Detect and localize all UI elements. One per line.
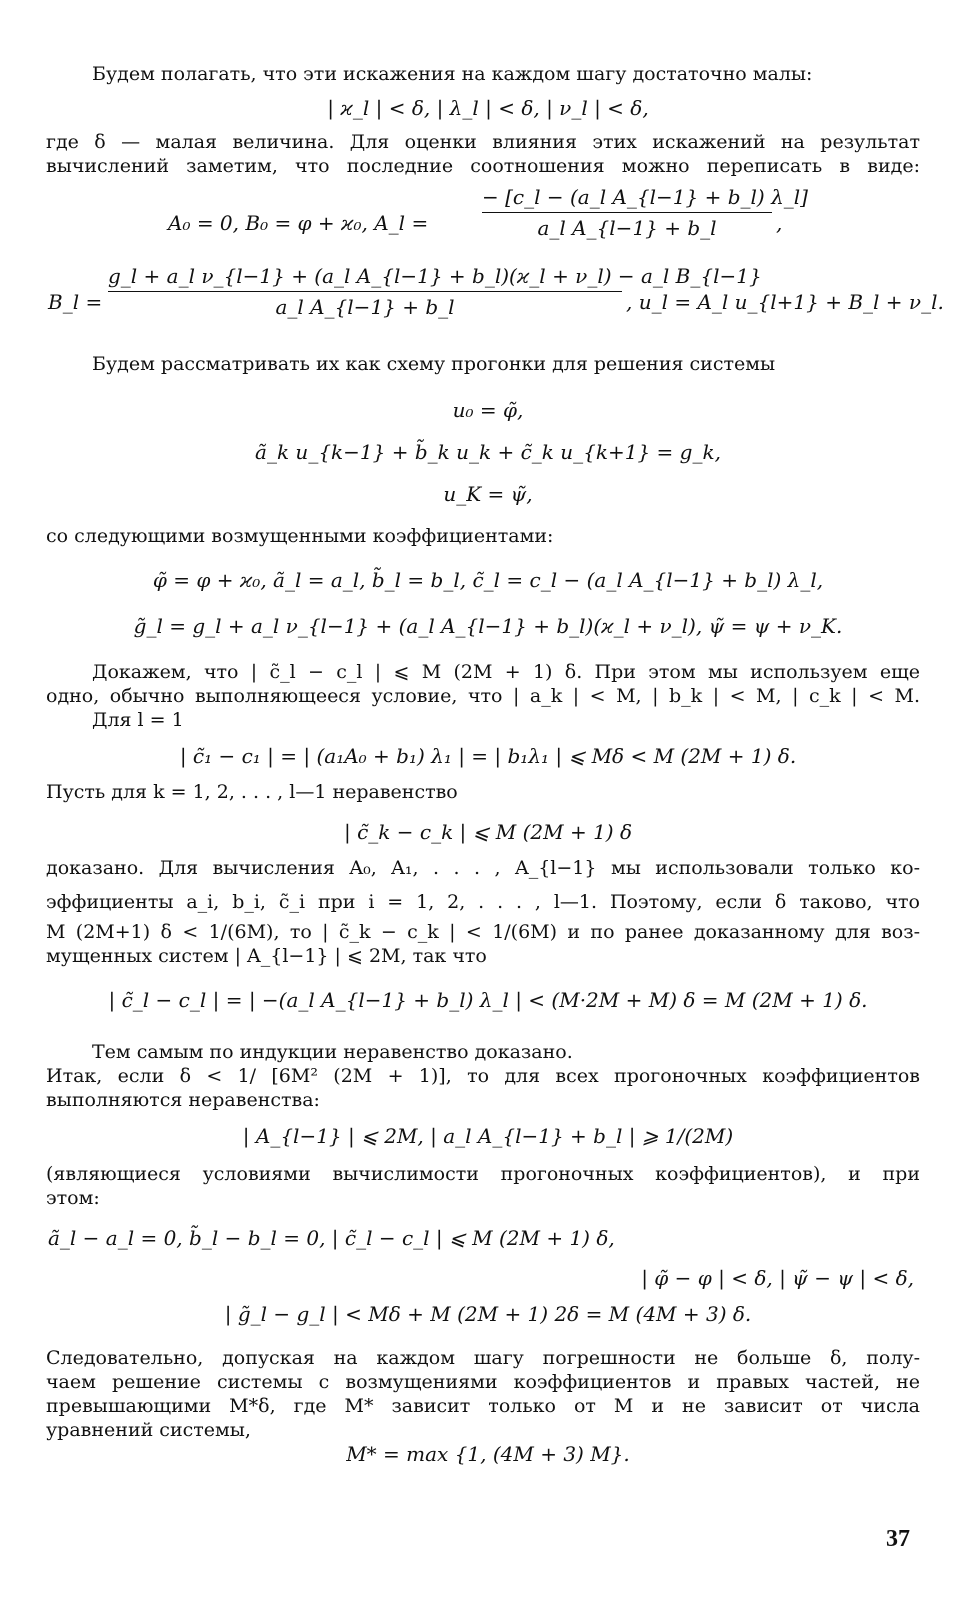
fraction-bar <box>482 212 772 213</box>
equation-rhs-error: | g̃_l − g_l | < Mδ + M (2M + 1) 2δ = M (4M + 3) δ. <box>224 1302 752 1326</box>
paragraph-line: одно, обычно выполняющееся условие, что | a_k | < M, | b_k | < M, | c_k | < M. <box>46 685 920 707</box>
fraction-denominator: a_l A_{l−1} + b_l <box>537 216 717 240</box>
paragraph-line: доказано. Для вычисления A₀, A₁, . . . , A_{l−1} мы использовали только ко- <box>46 857 920 879</box>
paragraph-line: Тем самым по индукции неравенство доказано. <box>92 1041 573 1063</box>
paragraph-line: вычислений заметим, что последние соотношения можно переписать в виде: <box>46 155 920 177</box>
equation-coefficient-errors: ã_l − a_l = 0, b̃_l − b_l = 0, | c̃_l − c_l | ⩽ M (2M + 1) δ, <box>48 1226 615 1250</box>
paragraph-line: Пусть для k = 1, 2, . . . , l—1 неравенство <box>46 781 458 803</box>
paragraph-line: эффициенты a_i, b_i, c̃_i при i = 1, 2, . . . , l—1. Поэтому, если δ таково, что <box>46 891 920 913</box>
equation-u-recurrence: , u_l = A_l u_{l+1} + B_l + ν_l. <box>626 290 944 314</box>
equation-boundary-left: u₀ = φ̃, <box>452 398 524 422</box>
equation-a-definition-left: A₀ = 0, B₀ = φ + ϰ₀, A_l = <box>168 211 429 235</box>
paragraph-line: M (2M+1) δ < 1/(6M), то | c̃_k − c_k | < 1/(6M) и по ранее доказанному для воз- <box>46 921 920 943</box>
page-number: 37 <box>886 1526 910 1552</box>
equation-punct: , <box>776 211 783 235</box>
fraction-a-l <box>482 184 808 241</box>
paragraph-line: Следовательно, допуская на каждом шагу погрешности не больше δ, полу- <box>46 1347 920 1369</box>
fraction-numerator: − [c_l − (a_l A_{l−1} + b_l) λ_l] <box>482 185 808 209</box>
equation-b-definition-left: B_l = <box>48 290 103 314</box>
equation-m-star: M* = max {1, (4M + 3) M}. <box>346 1442 630 1466</box>
equation-inequalities: | ϰ_l | < δ, | λ_l | < δ, | ν_l | < δ, <box>327 96 649 120</box>
paragraph-line: чаем решение системы с возмущениями коэффициентов и правых частей, не <box>46 1371 920 1393</box>
paragraph-line: (являющиеся условиями вычислимости прогоночных коэффициентов), и при <box>46 1163 920 1185</box>
equation-base-case: | c̃₁ − c₁ | = | (a₁A₀ + b₁) λ₁ | = | b₁λ₁ | ⩽ Mδ < M (2M + 1) δ. <box>179 744 797 768</box>
equation-perturbed-coefficients: φ̃ = φ + ϰ₀, ã_l = a_l, b̃_l = b_l, c̃_l = c_l − (a_l A_{l−1} + b_l) λ_l, <box>152 568 824 592</box>
paragraph-line: где δ — малая величина. Для оценки влияния этих искажений на результат <box>46 131 920 153</box>
paragraph-line: Будем полагать, что эти искажения на каждом шагу достаточно малы: <box>92 63 813 85</box>
paragraph-line: превышающими M*δ, где M* зависит только от M и не зависит от числа <box>46 1395 920 1417</box>
equation-perturbed-rhs: g̃_l = g_l + a_l ν_{l−1} + (a_l A_{l−1} + b_l)(ϰ_l + ν_l), ψ̃ = ψ + ν_K. <box>133 614 843 638</box>
fraction-denominator: a_l A_{l−1} + b_l <box>275 295 455 319</box>
fraction-numerator: g_l + a_l ν_{l−1} + (a_l A_{l−1} + b_l)(ϰ_l + ν_l) − a_l B_{l−1} <box>108 264 762 288</box>
equation-induction-hypothesis: | c̃_k − c_k | ⩽ M (2M + 1) δ <box>343 820 633 844</box>
equation-bounds: | A_{l−1} | ⩽ 2M, | a_l A_{l−1} + b_l | ⩾ 1/(2M) <box>242 1124 734 1148</box>
equation-system: ã_k u_{k−1} + b̃_k u_k + c̃_k u_{k+1} = g_k, <box>255 440 721 464</box>
paragraph-line: со следующими возмущенными коэффициентами: <box>46 525 554 547</box>
paragraph-line: Для l = 1 <box>92 709 184 731</box>
paragraph-line: Итак, если δ < 1/ [6M² (2M + 1)], то для всех прогоночных коэффициентов <box>46 1065 920 1087</box>
paragraph-line: выполняются неравенства: <box>46 1089 320 1111</box>
equation-boundary-right: u_K = ψ̃, <box>443 482 533 506</box>
fraction-bar <box>108 291 622 292</box>
equation-induction-step: | c̃_l − c_l | = | −(a_l A_{l−1} + b_l) λ_l | < (M·2M + M) δ = M (2M + 1) δ. <box>108 988 868 1012</box>
paragraph-line: мущенных систем | A_{l−1} | ⩽ 2M, так что <box>46 945 487 967</box>
equation-boundary-errors: | φ̃ − φ | < δ, | ψ̃ − ψ | < δ, <box>641 1266 914 1290</box>
fraction-b-l <box>108 263 762 320</box>
paragraph-line: уравнений системы, <box>46 1419 251 1441</box>
paragraph-line: этом: <box>46 1187 100 1209</box>
paragraph-line: Докажем, что | c̃_l − c_l | ⩽ M (2M + 1) δ. При этом мы используем еще <box>92 661 920 683</box>
paragraph-line: Будем рассматривать их как схему прогонки для решения системы <box>92 353 776 375</box>
